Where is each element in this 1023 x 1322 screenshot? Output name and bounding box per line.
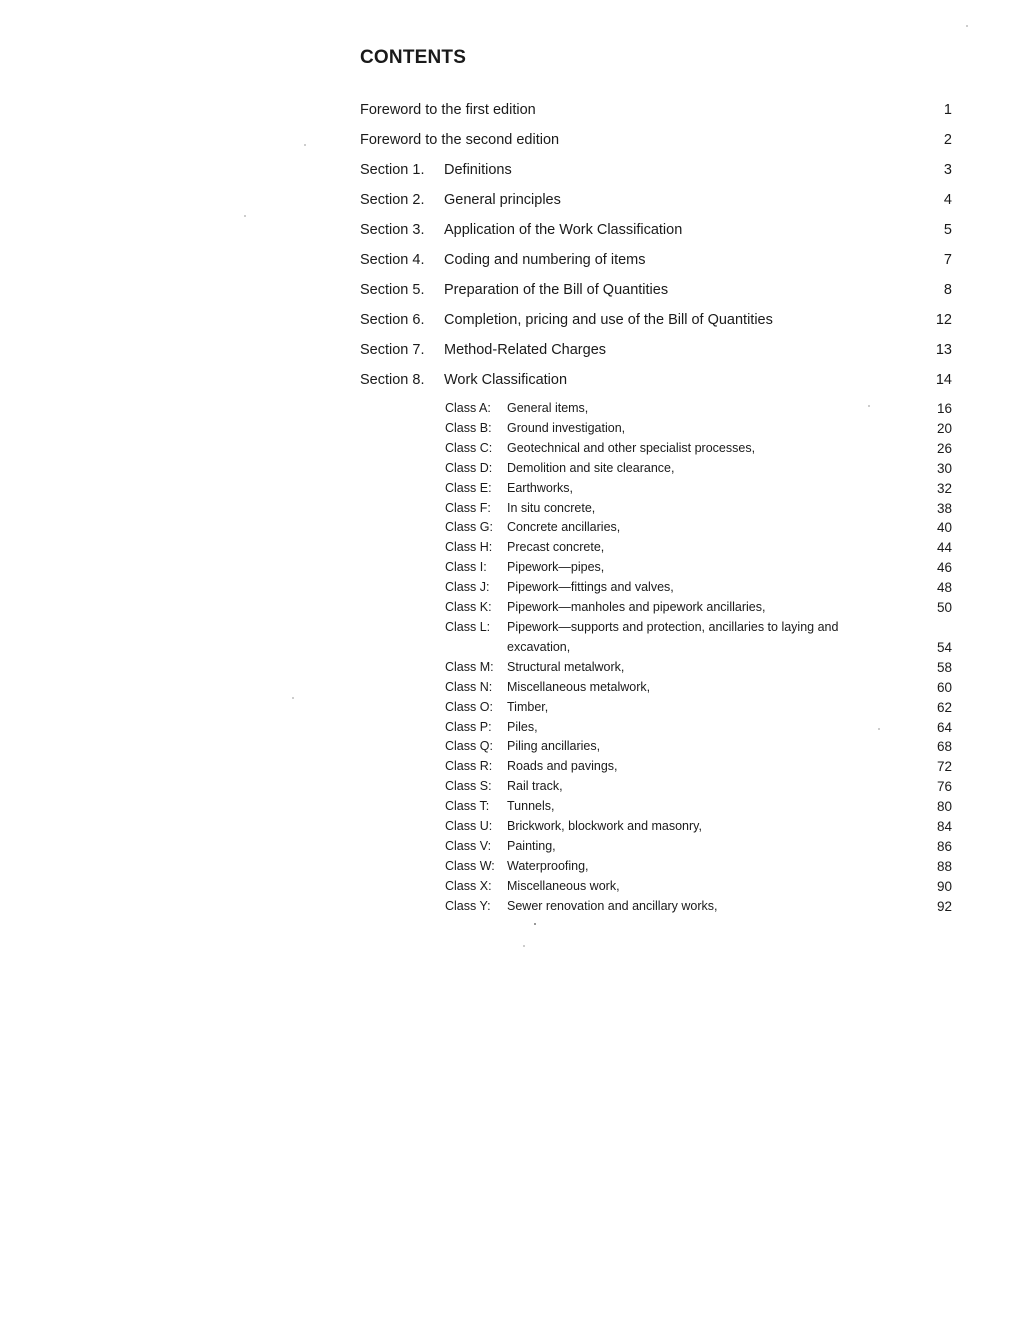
toc-entry-page: 8 [943, 282, 952, 298]
toc-entry-number: Section 1. [360, 162, 425, 178]
class-title: Roads and pavings, [507, 759, 618, 774]
scan-speck [868, 405, 870, 407]
class-title: Pipework—pipes, [507, 560, 605, 575]
toc-entry-page: 2 [943, 132, 952, 148]
toc-entry-section-7[interactable] [360, 337, 952, 367]
toc-entry-number: Section 5. [360, 282, 425, 298]
toc-entry-title: Method-Related Charges [444, 342, 607, 358]
class-entry-x[interactable] [445, 877, 952, 897]
class-entry-t[interactable] [445, 797, 952, 817]
toc-entry-number: Section 3. [360, 222, 425, 238]
class-label: Class H: [445, 540, 493, 555]
class-label: Class W: [445, 858, 495, 873]
class-title: Miscellaneous work, [507, 878, 620, 893]
class-label: Class X: [445, 878, 492, 893]
class-entry-d[interactable] [445, 459, 952, 479]
toc-entry-section-6[interactable] [360, 307, 952, 337]
toc-entry-page: 13 [935, 342, 952, 358]
scan-speck [244, 215, 246, 217]
toc-entry-number: Section 6. [360, 312, 425, 328]
class-entry-h[interactable] [445, 538, 952, 558]
toc-entry-page: 7 [943, 252, 952, 268]
toc-sections [360, 97, 952, 397]
toc-entry-title: Work Classification [444, 372, 568, 388]
class-label: Class P: [445, 719, 492, 734]
class-page: 80 [936, 799, 952, 815]
class-title: Rail track, [507, 779, 563, 794]
scan-speck [966, 25, 968, 27]
toc-entry-page: 1 [943, 102, 952, 118]
toc-entry-title: Completion, pricing and use of the Bill of Quantities [444, 312, 773, 328]
toc-entry-section-2[interactable] [360, 187, 952, 217]
class-label: Class V: [445, 838, 492, 853]
class-page: 64 [936, 719, 952, 735]
class-page: 48 [936, 580, 952, 596]
class-title: Pipework—supports and protection, ancillaries to laying and excavation, [507, 619, 839, 654]
toc-entry-number: Section 4. [360, 252, 425, 268]
class-title: Sewer renovation and ancillary works, [507, 898, 718, 913]
toc-entry-title: Preparation of the Bill of Quantities [444, 282, 669, 298]
toc-entry-section-3[interactable] [360, 217, 952, 247]
toc-entry-page: 4 [943, 192, 952, 208]
class-entry-f[interactable] [445, 499, 952, 519]
class-label: Class Y: [445, 898, 491, 913]
class-label: Class K: [445, 600, 492, 615]
toc-entry-title: Foreword to the second edition [360, 132, 560, 148]
class-title: Demolition and site clearance, [507, 460, 675, 475]
class-title: Miscellaneous metalwork, [507, 679, 651, 694]
class-title: Precast concrete, [507, 540, 605, 555]
scan-speck [534, 923, 536, 925]
scan-speck [292, 697, 294, 699]
class-page: 30 [936, 460, 952, 476]
class-page: 50 [936, 600, 952, 616]
class-page: 16 [936, 401, 952, 416]
class-label: Class Q: [445, 739, 493, 754]
class-entry-v[interactable] [445, 837, 952, 857]
class-label: Class E: [445, 480, 492, 495]
class-entry-k[interactable] [445, 598, 952, 618]
class-label: Class M: [445, 659, 494, 674]
class-title: General items, [507, 401, 589, 415]
class-label: Class J: [445, 580, 490, 595]
class-title: Piling ancillaries, [507, 739, 601, 754]
class-title: Structural metalwork, [507, 659, 625, 674]
class-label: Class S: [445, 779, 492, 794]
class-page: 92 [936, 898, 952, 914]
class-title: Ground investigation, [507, 420, 626, 435]
toc-entry-title: Foreword to the first edition [360, 102, 536, 118]
toc-entry-section-5[interactable] [360, 277, 952, 307]
toc-entry-title: Definitions [444, 162, 512, 178]
toc-entry-section-1[interactable] [360, 157, 952, 187]
class-label: Class I: [445, 560, 487, 575]
class-entry-a[interactable] [445, 399, 952, 419]
class-label: Class N: [445, 679, 493, 694]
class-title: Painting, [507, 838, 556, 853]
class-page: 46 [936, 560, 952, 576]
class-entry-m[interactable] [445, 658, 952, 678]
class-page: 20 [936, 420, 952, 436]
class-label: Class R: [445, 759, 493, 774]
class-entry-b[interactable] [445, 419, 952, 439]
class-entry-y[interactable] [445, 897, 952, 917]
class-entry-p[interactable] [445, 718, 952, 738]
toc-entry-page: 3 [943, 162, 952, 178]
toc-entry-number: Section 7. [360, 342, 425, 358]
class-page: 68 [936, 739, 952, 755]
class-entry-l[interactable] [445, 618, 952, 658]
class-entry-g[interactable] [445, 518, 952, 538]
class-page: 60 [936, 679, 952, 695]
class-page: 86 [936, 838, 952, 854]
class-label: Class F: [445, 500, 491, 515]
class-entry-i[interactable] [445, 558, 952, 578]
class-page: 32 [936, 480, 952, 496]
class-title: Pipework—manholes and pipework ancillaries, [507, 600, 766, 615]
page-title: CONTENTS [360, 47, 467, 68]
toc-entry-title: Coding and numbering of items [444, 252, 646, 268]
class-entry-q[interactable] [445, 737, 952, 757]
toc-entry-page: 12 [935, 312, 952, 328]
class-title: Brickwork, blockwork and masonry, [507, 819, 702, 834]
toc-entry-foreword-second[interactable] [360, 127, 952, 157]
toc-entry-number: Section 2. [360, 192, 425, 208]
class-page: 62 [936, 699, 952, 715]
class-page: 76 [936, 779, 952, 795]
scan-speck [878, 728, 880, 730]
class-entry-w[interactable] [445, 857, 952, 877]
class-title: Waterproofing, [507, 858, 589, 873]
scan-speck [523, 945, 525, 947]
class-label: Class C: [445, 440, 493, 455]
class-label: Class G: [445, 520, 493, 535]
work-classification-list [445, 399, 952, 917]
class-title: Timber, [507, 699, 549, 714]
toc-entry-section-4[interactable] [360, 247, 952, 277]
class-entry-j[interactable] [445, 578, 952, 598]
toc-entry-foreword-first[interactable] [360, 97, 952, 127]
class-title: Earthworks, [507, 480, 573, 495]
class-label: Class L: [445, 619, 491, 634]
class-label: Class A: [445, 401, 491, 415]
toc-entry-number: Section 8. [360, 372, 425, 388]
class-title: Geotechnical and other specialist processes, [507, 440, 756, 455]
class-page: 38 [936, 500, 952, 516]
class-page: 84 [936, 819, 952, 835]
toc-entry-section-8[interactable] [360, 367, 952, 397]
toc-entry-title: Application of the Work Classification [444, 222, 683, 238]
class-title: Pipework—fittings and valves, [507, 580, 674, 595]
class-page: 72 [936, 759, 952, 775]
class-title: Piles, [507, 719, 538, 734]
toc-entry-title: General principles [444, 192, 561, 208]
class-title: In situ concrete, [507, 500, 596, 515]
class-entry-s[interactable] [445, 777, 952, 797]
scan-speck [304, 144, 306, 146]
class-entry-o[interactable] [445, 698, 952, 718]
class-page: 90 [936, 878, 952, 894]
class-page: 26 [936, 440, 952, 456]
class-label: Class D: [445, 460, 493, 475]
class-entry-u[interactable] [445, 817, 952, 837]
class-entry-e[interactable] [445, 479, 952, 499]
class-title: Tunnels, [507, 799, 555, 814]
class-page: 40 [936, 520, 952, 536]
class-page: 54 [936, 639, 952, 655]
toc-entry-page: 14 [935, 372, 952, 388]
class-page: 88 [936, 858, 952, 874]
class-label: Class O: [445, 699, 493, 714]
class-entry-r[interactable] [445, 757, 952, 777]
class-page: 58 [936, 659, 952, 675]
class-label: Class B: [445, 420, 492, 435]
class-label: Class U: [445, 819, 493, 834]
class-label: Class T: [445, 799, 490, 814]
class-entry-c[interactable] [445, 439, 952, 459]
toc-entry-page: 5 [943, 222, 952, 238]
class-entry-n[interactable] [445, 678, 952, 698]
class-page: 44 [936, 540, 952, 556]
class-title: Concrete ancillaries, [507, 520, 621, 535]
